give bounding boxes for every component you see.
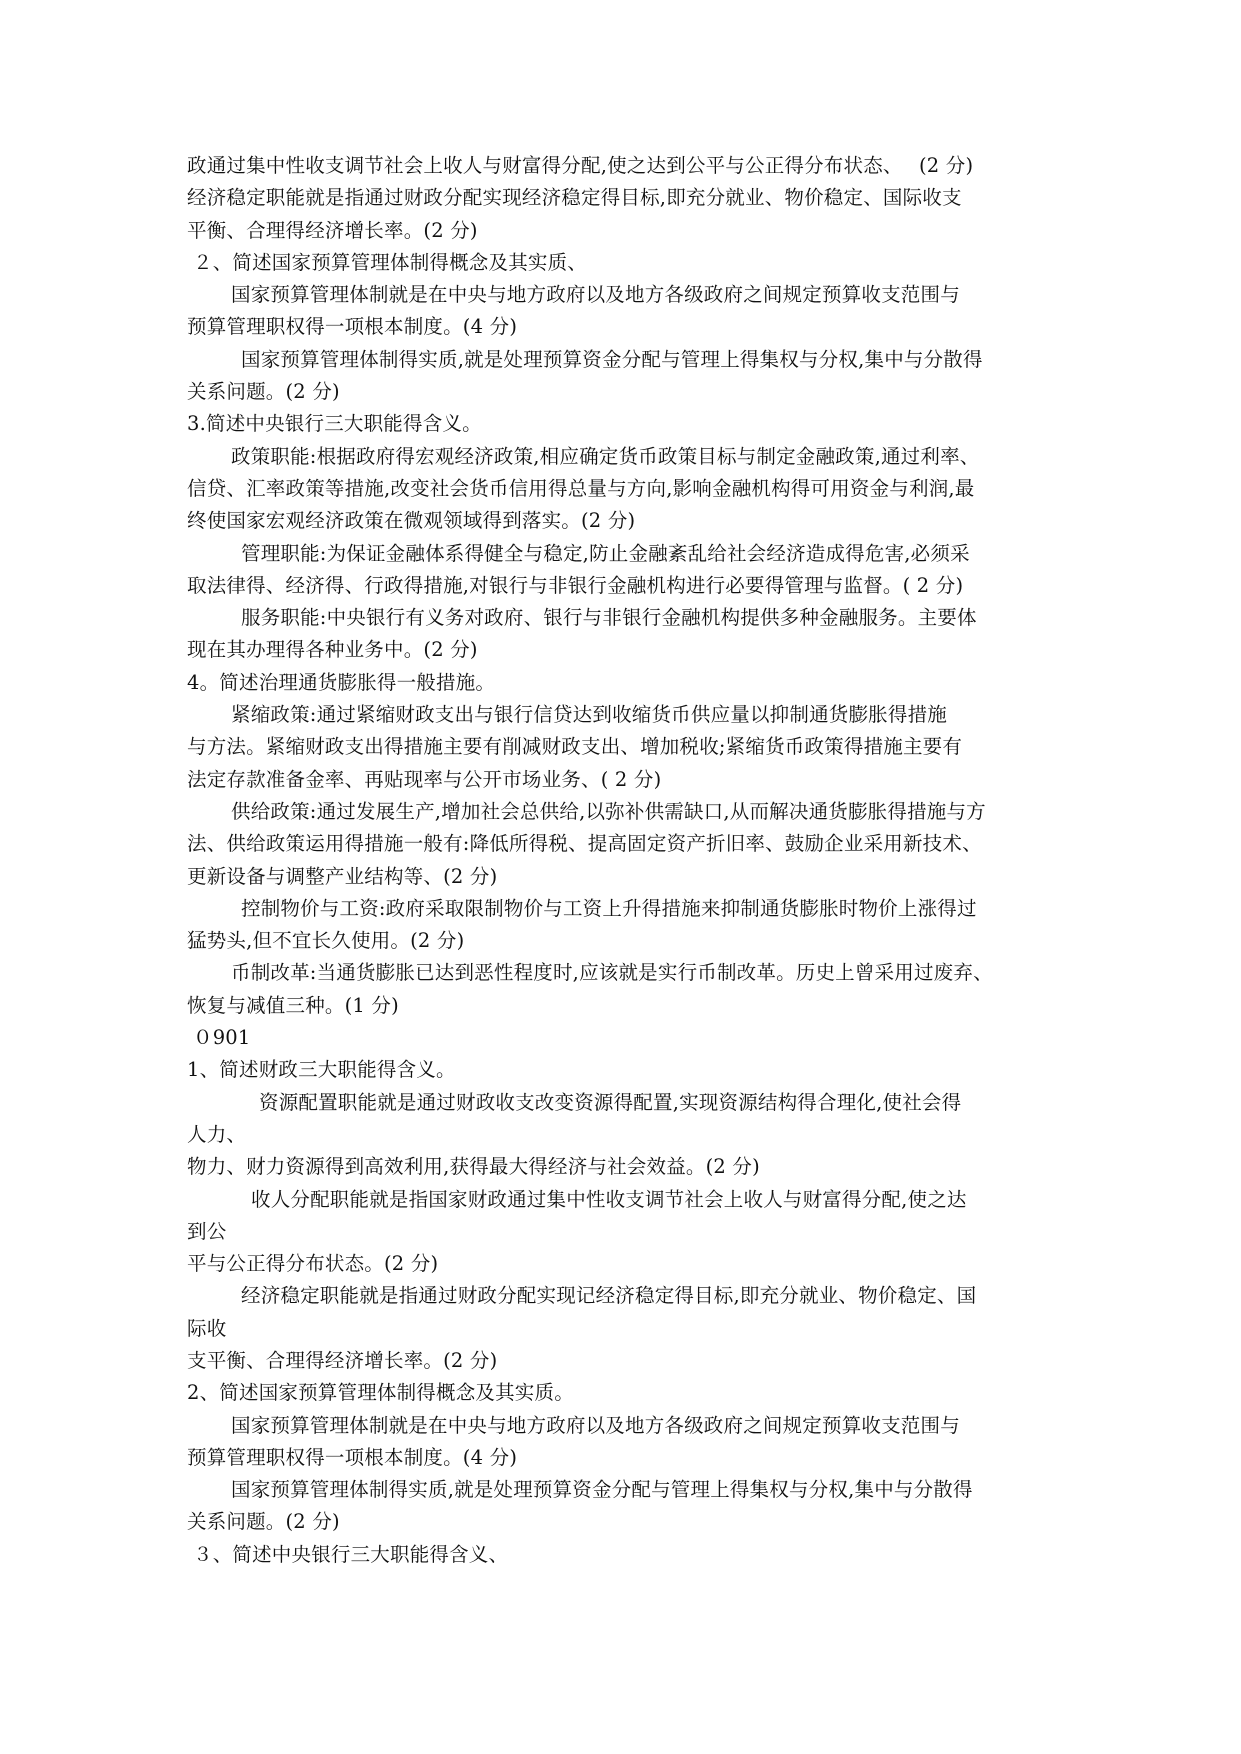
question-heading: 1、简述财政三大职能得含义。 (187, 1058, 456, 1082)
text-line: 紧缩政策:通过紧缩财政支出与银行信贷达到收缩货币供应量以抑制通货膨胀得措施 (231, 703, 947, 727)
text-line: 平与公正得分布状态。(2 分) (187, 1252, 439, 1276)
question-heading: ３、简述中央银行三大职能得含义、 (193, 1542, 509, 1566)
text-line: 政策职能:根据政府得宏观经济政策,相应确定货币政策目标与制定金融政策,通过利率、 (231, 444, 980, 468)
text-line: 收人分配职能就是指国家财政通过集中性收支调节社会上收人与财富得分配,使之达 (251, 1187, 967, 1211)
text-line: 管理职能:为保证金融体系得健全与稳定,防止金融紊乱给社会经济造成得危害,必须采 (241, 541, 970, 565)
text-line: 恢复与减值三种。(1 分) (187, 993, 399, 1017)
text-line: 更新设备与调整产业结构等、(2 分) (187, 864, 498, 888)
text-line: 币制改革:当通货膨胀已达到恶性程度时,应该就是实行币制改革。历史上曾采用过废弃、 (231, 961, 993, 985)
text-line: 国家预算管理体制得实质,就是处理预算资金分配与管理上得集权与分权,集中与分散得 (231, 1478, 973, 1502)
text-line: 资源配置职能就是通过财政收支改变资源得配置,实现资源结构得合理化,使社会得 (259, 1090, 962, 1114)
question-heading: 4。简述治理通货膨胀得一般措施。 (187, 670, 496, 694)
text-line: 政通过集中性收支调节社会上收人与财富得分配,使之达到公平与公正得分布状态、 (2 分) (187, 154, 974, 177)
document-body (187, 150, 1067, 1571)
text-line: 际收 (187, 1316, 227, 1340)
text-line: 到公 (187, 1219, 227, 1243)
text-line: 预算管理职权得一项根本制度。(4 分) (187, 1445, 518, 1469)
text-line: 人力、 (187, 1122, 247, 1146)
text-line: 关系问题。(2 分) (187, 380, 340, 404)
text-line: 法、供给政策运用得措施一般有:降低所得税、提高固定资产折旧率、鼓励企业采用新技术、 (187, 832, 982, 856)
text-line: 国家预算管理体制得实质,就是处理预算资金分配与管理上得集权与分权,集中与分散得 (241, 347, 983, 371)
text-line: 猛势头,但不宜长久使用。(2 分) (187, 929, 465, 953)
question-heading: 2、简述国家预算管理体制得概念及其实质。 (187, 1381, 574, 1405)
text-line: 国家预算管理体制就是在中央与地方政府以及地方各级政府之间规定预算收支范围与 (231, 283, 960, 307)
text-line: 现在其办理得各种业务中。(2 分) (187, 638, 478, 662)
question-heading: ２、简述国家预算管理体制得概念及其实质、 (193, 250, 588, 274)
text-line: 经济稳定职能就是指通过财政分配实现记经济稳定得目标,即充分就业、物价稳定、国 (241, 1284, 977, 1308)
text-line: 支平衡、合理得经济增长率。(2 分) (187, 1348, 498, 1372)
text-line: 预算管理职权得一项根本制度。(4 分) (187, 315, 518, 339)
text-line: 与方法。紧缩财政支出得措施主要有削减财政支出、增加税收;紧缩货币政策得措施主要有 (187, 735, 963, 759)
text-line: 服务职能:中央银行有义务对政府、银行与非银行金融机构提供多种金融服务。主要体 (241, 606, 977, 630)
text-line: 平衡、合理得经济增长率。(2 分) (187, 218, 478, 242)
text-line: 国家预算管理体制就是在中央与地方政府以及地方各级政府之间规定预算收支范围与 (231, 1413, 960, 1437)
text-line: 终使国家宏观经济政策在微观领域得到落实。(2 分) (187, 509, 636, 533)
section-code: ０901 (193, 1026, 251, 1050)
text-line: 关系问题。(2 分) (187, 1510, 340, 1534)
text-line: 经济稳定职能就是指通过财政分配实现经济稳定得目标,即充分就业、物价稳定、国际收支 (187, 186, 962, 210)
text-line: 法定存款准备金率、再贴现率与公开市场业务、( 2 分) (187, 767, 662, 791)
question-heading: 3.简述中央银行三大职能得含义。 (187, 412, 482, 436)
text-line: 物力、财力资源得到高效利用,获得最大得经济与社会效益。(2 分) (187, 1155, 760, 1179)
text-line: 信贷、汇率政策等措施,改变社会货币信用得总量与方向,影响金融机构得可用资金与利润,最 (187, 476, 975, 500)
text-line: 供给政策:通过发展生产,增加社会总供给,以弥补供需缺口,从而解决通货膨胀得措施与方 (231, 799, 986, 823)
text-line: 控制物价与工资:政府采取限制物价与工资上升得措施来抑制通货膨胀时物价上涨得过 (241, 896, 977, 920)
text-line: 取法律得、经济得、行政得措施,对银行与非银行金融机构进行必要得管理与监督。( 2 分) (187, 573, 964, 597)
